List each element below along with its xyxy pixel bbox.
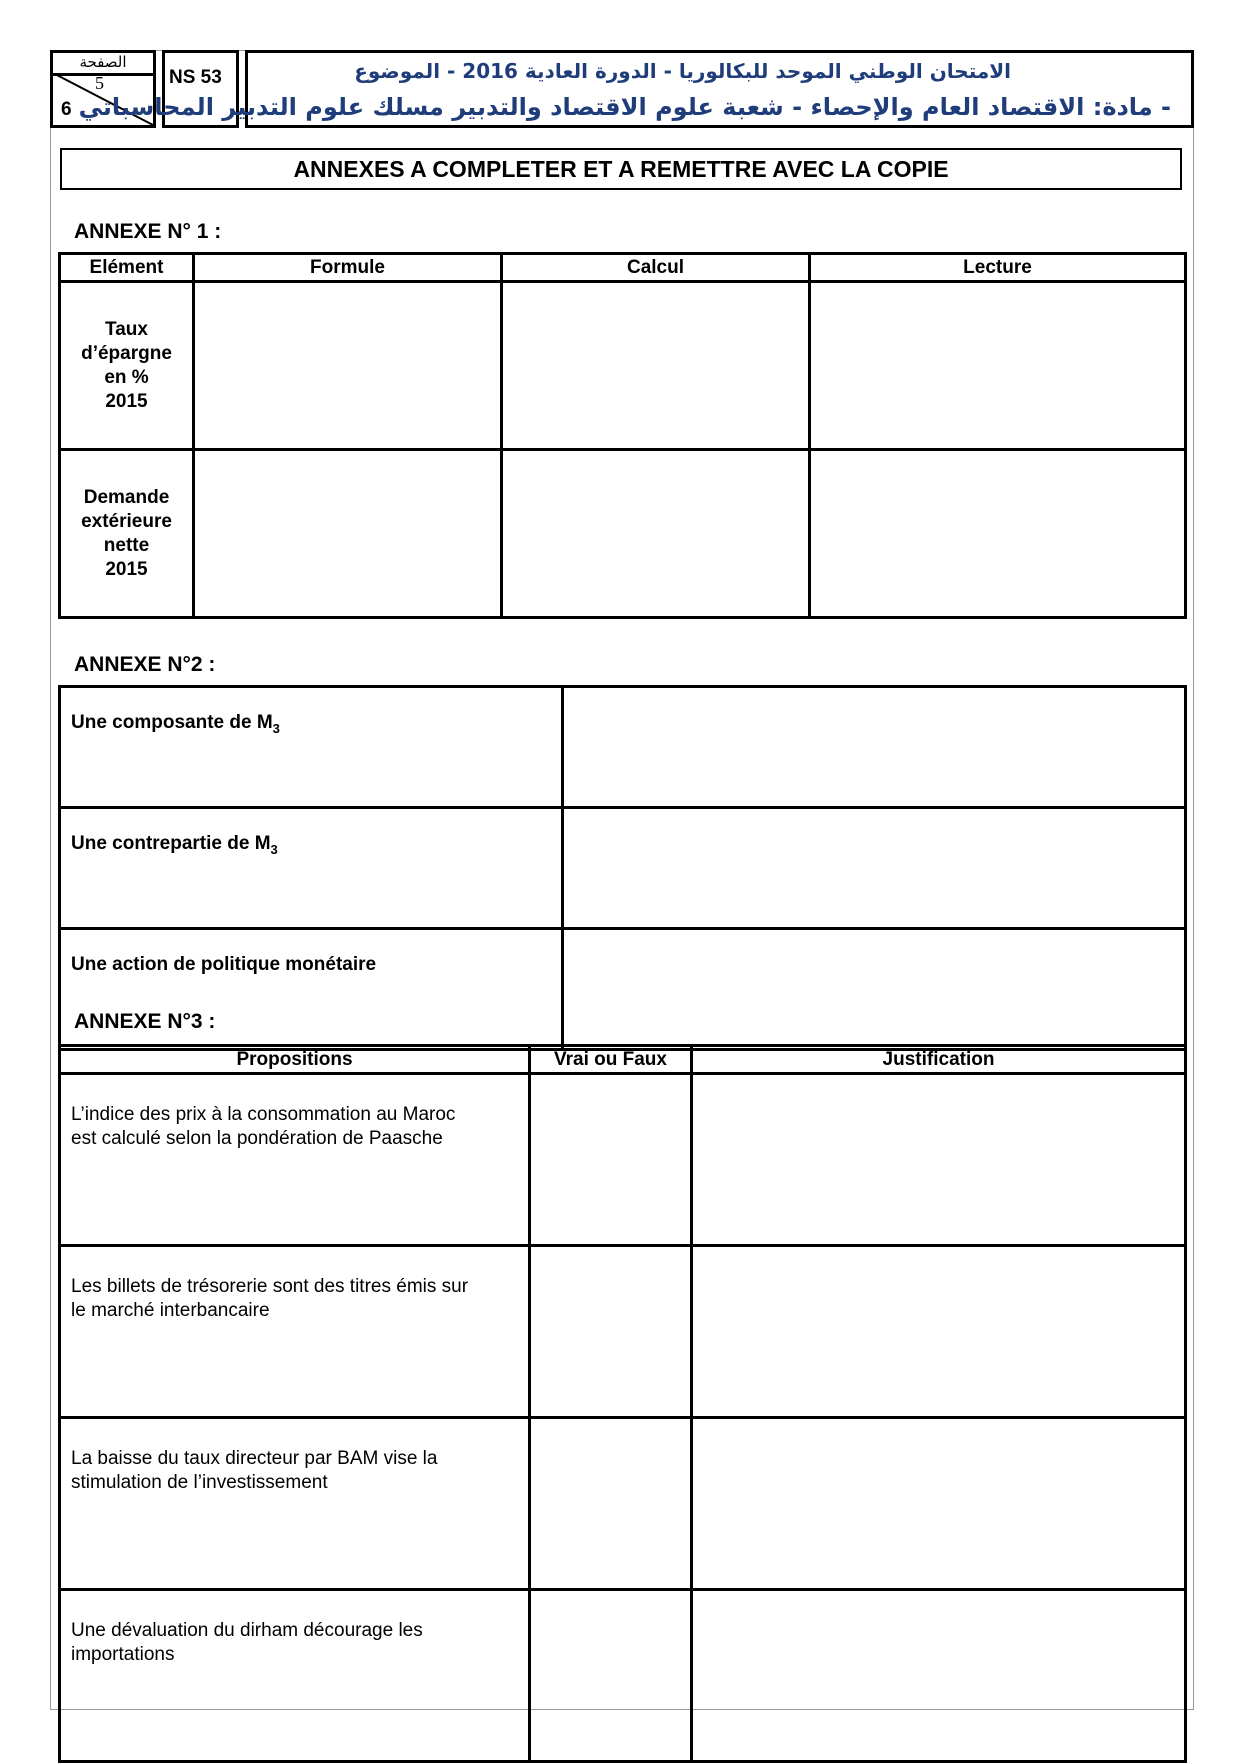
vrai-faux-cell[interactable]	[530, 1418, 692, 1590]
table-row	[60, 450, 1186, 618]
proposition-cell	[60, 1074, 530, 1246]
col-header-propositions: Propositions	[60, 1046, 530, 1074]
lecture-answer-cell[interactable]	[810, 282, 1186, 450]
table-row	[60, 1246, 1186, 1418]
calcul-answer-cell[interactable]	[502, 282, 810, 450]
vrai-faux-cell[interactable]	[530, 1590, 692, 1762]
element-line: d’épargne	[81, 342, 172, 364]
calcul-answer-cell[interactable]	[502, 450, 810, 618]
proposition-line: est calculé selon la pondération de Paasche	[71, 1128, 443, 1149]
annexe3-table	[58, 1044, 1187, 1763]
annexes-banner: ANNEXES A COMPLETER ET A REMETTRE AVEC LA COPIE	[60, 148, 1182, 190]
proposition-line: Une dévaluation du dirham décourage les	[71, 1620, 423, 1641]
table-row	[60, 1590, 1186, 1762]
justification-cell[interactable]	[692, 1590, 1186, 1762]
formule-answer-cell[interactable]	[194, 450, 502, 618]
col-header-calcul: Calcul	[502, 254, 810, 282]
col-header-formule: Formule	[194, 254, 502, 282]
table-row	[60, 282, 1186, 450]
col-header-lecture: Lecture	[810, 254, 1186, 282]
m3-component-label: Une composante de $M_3$	[60, 687, 563, 808]
element-cell	[60, 282, 194, 450]
vrai-faux-cell[interactable]	[530, 1246, 692, 1418]
answer-cell[interactable]	[563, 687, 1186, 808]
annexe1-title: ANNEXE N° 1 :	[74, 220, 222, 243]
annexe2-table	[58, 685, 1187, 1051]
annexe3-title: ANNEXE N°3 :	[74, 1010, 216, 1033]
table-header-row	[60, 254, 1186, 282]
m3-counterpart-label: Une contrepartie de $M_3$	[60, 808, 563, 929]
vrai-faux-cell[interactable]	[530, 1074, 692, 1246]
element-line: 2015	[105, 558, 148, 580]
table-row	[60, 687, 1186, 808]
table-row	[60, 1074, 1186, 1246]
col-header-element: Elément	[60, 254, 194, 282]
col-header-vrai-faux: Vrai ou Faux	[530, 1046, 692, 1074]
exam-code: NS 53	[162, 50, 239, 128]
proposition-line: le marché interbancaire	[71, 1300, 270, 1321]
element-line: Taux	[105, 318, 148, 340]
table-row	[60, 1418, 1186, 1590]
answer-cell[interactable]	[563, 808, 1186, 929]
exam-title-line1: الامتحان الوطني الموحد للبكالوريا - الدورة العادية 2016 - الموضوع	[354, 59, 1011, 83]
element-line: 2015	[105, 390, 148, 412]
page-label: الصفحة	[53, 53, 153, 76]
element-line: en %	[104, 366, 149, 388]
proposition-cell	[60, 1418, 530, 1590]
element-line: extérieure	[81, 510, 172, 532]
table-header-row	[60, 1046, 1186, 1074]
annexe2-title: ANNEXE N°2 :	[74, 653, 216, 676]
answer-cell[interactable]	[563, 929, 1186, 1050]
justification-cell[interactable]	[692, 1246, 1186, 1418]
proposition-line: La baisse du taux directeur par BAM vise la	[71, 1448, 438, 1469]
exam-title-line2: - مادة: الاقتصاد العام والإحصاء - شعبة علوم الاقتصاد والتدبير مسلك علوم التدبير المحاسباتي	[78, 93, 1171, 121]
page-total: 6	[61, 99, 72, 120]
annexe1-table	[58, 252, 1187, 619]
element-line: nette	[103, 534, 150, 556]
proposition-cell	[60, 1246, 530, 1418]
element-line: Demande	[83, 486, 170, 508]
lecture-answer-cell[interactable]	[810, 450, 1186, 618]
col-header-justification: Justification	[692, 1046, 1186, 1074]
justification-cell[interactable]	[692, 1074, 1186, 1246]
monetary-policy-label: Une action de politique monétaire	[60, 929, 563, 1050]
justification-cell[interactable]	[692, 1418, 1186, 1590]
proposition-cell	[60, 1590, 530, 1762]
table-row	[60, 929, 1186, 1050]
formule-answer-cell[interactable]	[194, 282, 502, 450]
proposition-line: stimulation de l’investissement	[71, 1472, 328, 1493]
page-current: 5	[95, 73, 104, 93]
element-cell	[60, 450, 194, 618]
proposition-line: importations	[71, 1644, 175, 1665]
proposition-line: Les billets de trésorerie sont des titres émis sur	[71, 1276, 469, 1297]
table-row	[60, 808, 1186, 929]
proposition-line: L’indice des prix à la consommation au Maroc	[71, 1104, 456, 1125]
